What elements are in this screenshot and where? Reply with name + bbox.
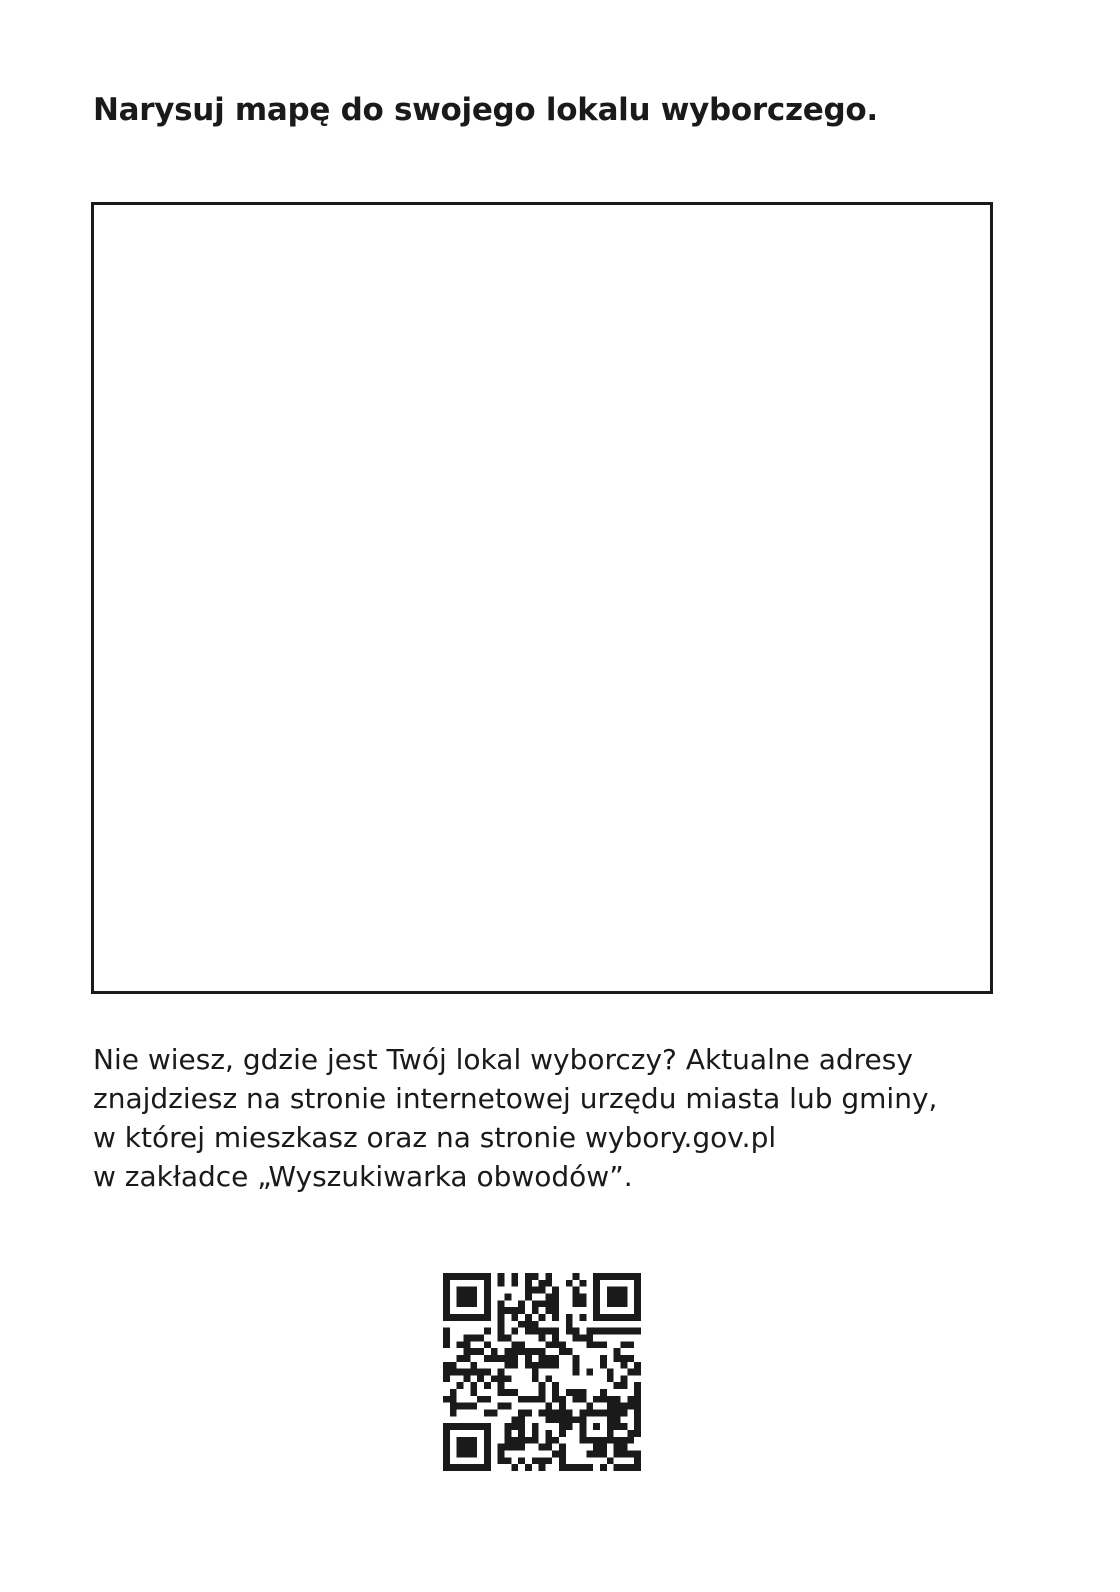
info-paragraph	[93, 1040, 1083, 1196]
map-drawing-area[interactable]	[91, 202, 993, 994]
info-line: Nie wiesz, gdzie jest Twój lokal wyborczy? Aktualne adresy	[93, 1043, 913, 1076]
info-line: w której mieszkasz oraz na stronie wybory.gov.pl	[93, 1121, 777, 1154]
info-line: znajdziesz na stronie internetowej urzędu miasta lub gminy,	[93, 1082, 938, 1115]
qr-code-icon[interactable]	[443, 1273, 641, 1471]
info-line: w zakładce „Wyszukiwarka obwodów”.	[93, 1160, 633, 1193]
page-heading: Narysuj mapę do swojego lokalu wyborczego.	[93, 92, 878, 128]
